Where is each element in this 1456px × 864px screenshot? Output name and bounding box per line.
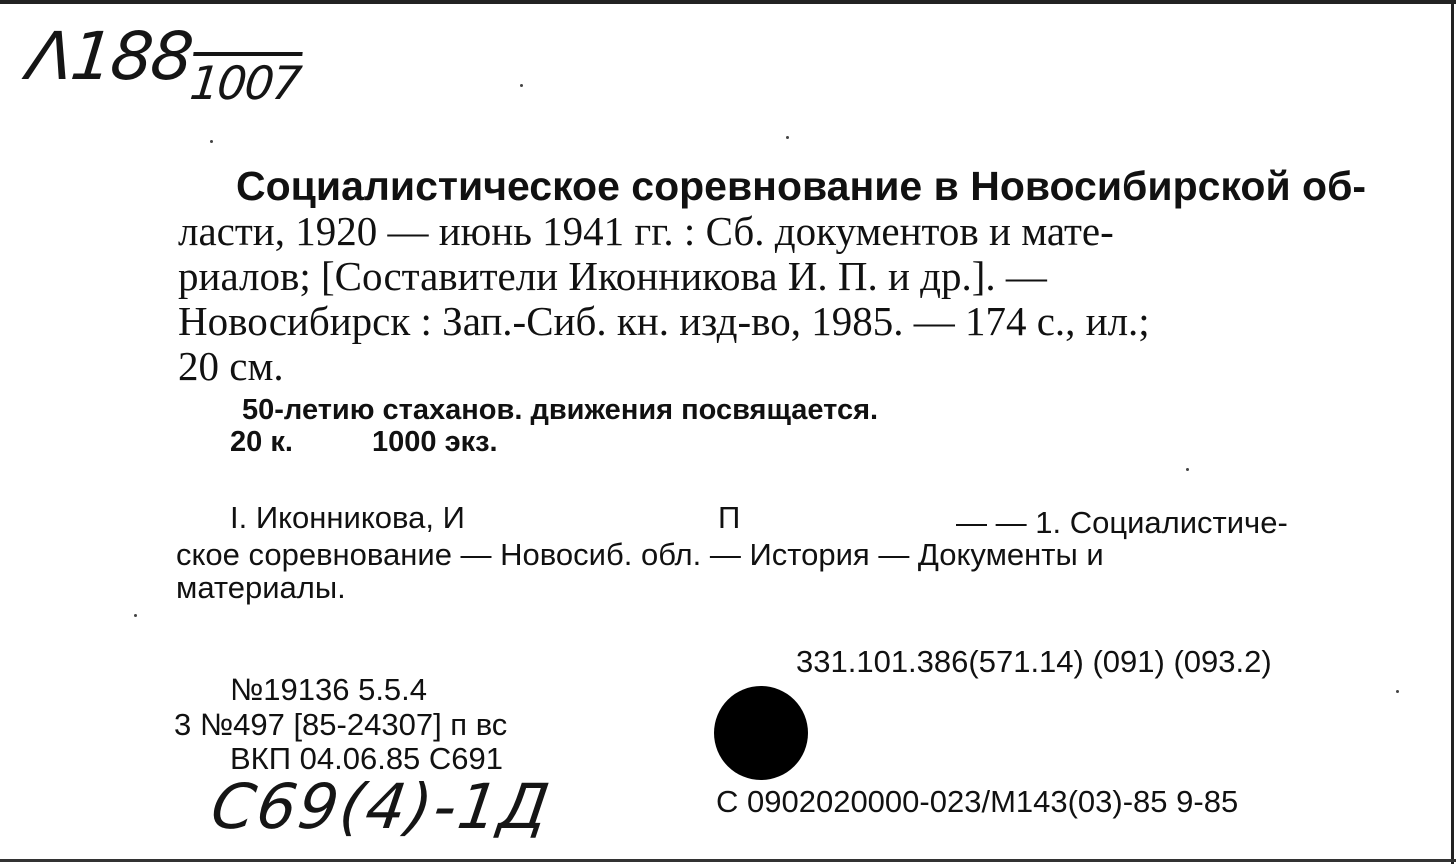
title-line-1: Социалистическое соревнование в Новосибирской об- xyxy=(236,163,1367,209)
subject-heading-start: — — 1. Социалистиче- xyxy=(956,505,1288,540)
copies-note: 1000 экз. xyxy=(372,426,498,458)
title-line-2: ласти, 1920 — июнь 1941 гг. : Сб. документов и мате- xyxy=(178,208,1114,254)
punch-hole xyxy=(714,686,808,780)
subject-author: I. Иконникова, И xyxy=(230,500,465,535)
record-line-3: ВКП 04.06.85 С691 xyxy=(230,741,504,776)
speck xyxy=(1396,690,1399,693)
card-bottom-edge xyxy=(0,859,1456,862)
subject-heading-line-3: материалы. xyxy=(176,570,346,605)
catalog-code: С 0902020000-023/М143(03)-85 9-85 xyxy=(716,784,1239,819)
dedication-note: 50-летию стаханов. движения посвящается. xyxy=(242,394,879,426)
record-line-2: 3 №497 [85-24307] п вс xyxy=(174,707,508,742)
card-right-edge xyxy=(1451,0,1454,864)
speck xyxy=(134,614,137,617)
udc-code: 331.101.386(571.14) (091) (093.2) xyxy=(796,644,1272,679)
title-line-5: 20 см. xyxy=(178,343,284,389)
record-line-1: №19136 5.5.4 xyxy=(230,672,428,707)
title-line-3: риалов; [Составители Иконникова И. П. и др.]. — xyxy=(178,253,1047,299)
speck xyxy=(520,84,523,87)
subject-initial: П xyxy=(718,500,741,535)
shelfmark-sub: 1007 xyxy=(187,56,303,110)
shelfmark-main: Λ188 xyxy=(23,18,196,95)
speck xyxy=(1186,468,1189,471)
handwritten-classification: С69(4)-1Д xyxy=(206,770,556,843)
speck xyxy=(210,140,213,143)
handwritten-shelfmark xyxy=(23,18,306,110)
subject-heading-line-2: ское соревнование — Новосиб. обл. — История — Документы и xyxy=(176,537,1104,572)
price-note: 20 к. xyxy=(230,426,293,458)
speck xyxy=(786,136,789,139)
title-line-4: Новосибирск : Зап.-Сиб. кн. изд-во, 1985. — 174 с., ил.; xyxy=(178,298,1150,344)
card-top-edge xyxy=(0,0,1456,4)
